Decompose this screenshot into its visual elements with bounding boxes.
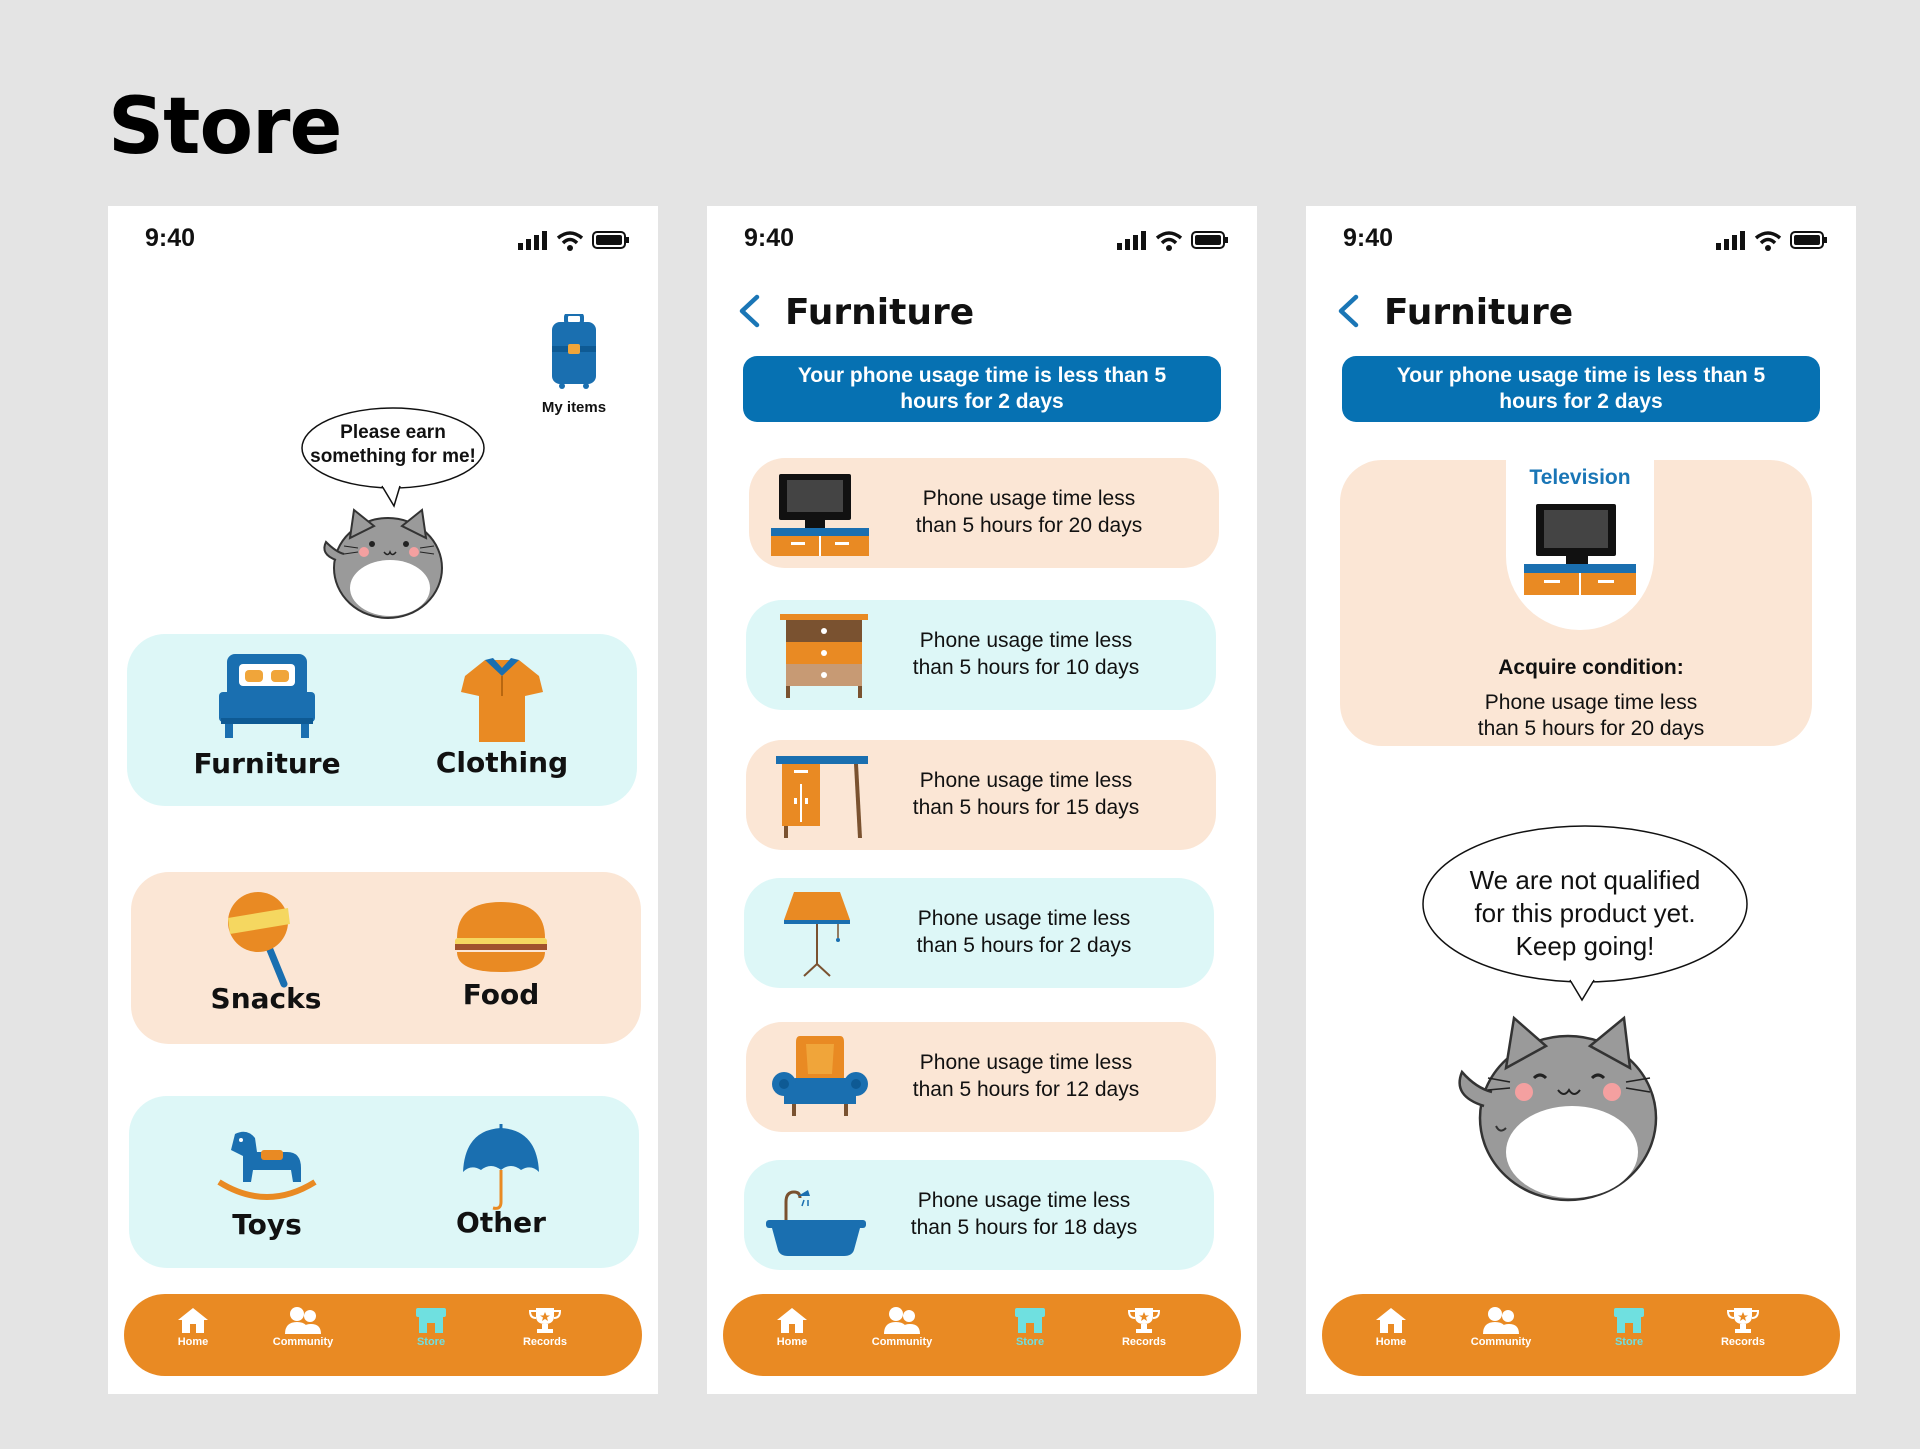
wifi-icon xyxy=(556,230,584,252)
screen-header xyxy=(737,288,1217,338)
cat-mascot xyxy=(314,502,454,622)
usage-banner xyxy=(743,356,1221,422)
back-chevron-icon[interactable] xyxy=(1336,294,1360,328)
nav-label: Community xyxy=(272,1336,334,1348)
item-card[interactable] xyxy=(744,878,1214,988)
home-icon xyxy=(176,1306,210,1334)
burger-icon xyxy=(451,900,551,976)
nav-store[interactable] xyxy=(985,1306,1075,1366)
store-icon xyxy=(1612,1306,1646,1334)
bottom-nav xyxy=(124,1294,642,1376)
screen-header xyxy=(1336,288,1816,338)
item-card[interactable] xyxy=(746,1022,1216,1132)
nav-label: Community xyxy=(1470,1336,1532,1348)
acquire-condition-line: Phone usage time less xyxy=(1484,691,1698,714)
item-condition-line: than 5 hours for 12 days xyxy=(912,1078,1140,1101)
bathtub-icon xyxy=(764,1172,868,1260)
television-icon xyxy=(1522,500,1638,600)
status-icons xyxy=(1716,230,1828,252)
nav-label: Store xyxy=(416,1336,446,1348)
bubble-line: Keep going! xyxy=(1515,931,1655,961)
nav-label: Records xyxy=(522,1336,568,1348)
home-icon xyxy=(1374,1306,1408,1334)
item-card[interactable] xyxy=(746,600,1216,710)
community-icon xyxy=(882,1306,922,1334)
battery-icon xyxy=(1790,230,1828,250)
category-label: Toys xyxy=(232,1208,302,1241)
category-furniture[interactable] xyxy=(167,634,367,806)
nav-label: Store xyxy=(1015,1336,1045,1348)
product-image-tab xyxy=(1506,460,1654,630)
my-items-button[interactable] xyxy=(534,314,614,416)
signal-icon xyxy=(518,230,548,250)
desk-icon xyxy=(766,752,870,840)
product-name: Television xyxy=(1529,466,1631,489)
wifi-icon xyxy=(1754,230,1782,252)
banner-line: hours for 2 days xyxy=(900,390,1064,413)
bottom-nav xyxy=(723,1294,1241,1376)
home-icon xyxy=(775,1306,809,1334)
banner-line: Your phone usage time is less than 5 xyxy=(797,364,1167,387)
nav-label: Home xyxy=(776,1336,808,1348)
nav-records[interactable] xyxy=(1698,1306,1788,1366)
category-other[interactable] xyxy=(401,1096,601,1268)
my-items-label: My items xyxy=(541,399,607,416)
store-icon xyxy=(1013,1306,1047,1334)
banner-line: Your phone usage time is less than 5 xyxy=(1396,364,1766,387)
item-condition-line: than 5 hours for 18 days xyxy=(910,1216,1138,1239)
nav-records[interactable] xyxy=(500,1306,590,1366)
community-icon xyxy=(283,1306,323,1334)
screen-title: Furniture xyxy=(1384,292,1574,333)
bubble-line: Please earn xyxy=(340,422,446,443)
category-clothing[interactable] xyxy=(402,634,602,806)
acquire-condition-line: than 5 hours for 20 days xyxy=(1477,717,1705,740)
status-time: 9:40 xyxy=(1343,224,1394,252)
item-condition-line: Phone usage time less xyxy=(922,487,1136,510)
nav-label: Home xyxy=(177,1336,209,1348)
item-condition-line: than 5 hours for 15 days xyxy=(912,796,1140,819)
status-time: 9:40 xyxy=(145,224,196,252)
category-label: Clothing xyxy=(435,746,569,779)
cat-mascot xyxy=(1444,1006,1674,1206)
armchair-icon xyxy=(766,1034,870,1122)
nav-label: Home xyxy=(1375,1336,1407,1348)
trophy-icon xyxy=(1726,1306,1760,1334)
category-label: Furniture xyxy=(193,747,341,780)
floor-lamp-icon xyxy=(764,890,868,978)
battery-icon xyxy=(592,230,630,250)
status-bar xyxy=(707,206,1257,266)
rocking-horse-icon xyxy=(217,1126,317,1210)
nav-store[interactable] xyxy=(1584,1306,1674,1366)
nav-home[interactable] xyxy=(148,1306,238,1366)
item-condition-line: Phone usage time less xyxy=(919,1051,1133,1074)
item-card[interactable] xyxy=(746,740,1216,850)
item-card[interactable] xyxy=(749,458,1219,568)
speech-bubble xyxy=(1420,822,1750,1002)
item-condition-line: than 5 hours for 20 days xyxy=(915,514,1143,537)
category-panel xyxy=(127,634,637,806)
nav-home[interactable] xyxy=(747,1306,837,1366)
status-icons xyxy=(518,230,630,252)
television-icon xyxy=(769,470,873,558)
item-condition-line: Phone usage time less xyxy=(919,769,1133,792)
product-detail-screen xyxy=(1306,206,1856,1394)
category-label: Food xyxy=(462,978,540,1011)
category-toys[interactable] xyxy=(167,1096,367,1268)
nav-community[interactable] xyxy=(857,1306,947,1366)
nav-label: Records xyxy=(1720,1336,1766,1348)
status-bar xyxy=(1306,206,1856,266)
category-snacks[interactable] xyxy=(166,872,366,1044)
product-detail-card xyxy=(1340,460,1812,746)
suitcase-icon xyxy=(548,314,600,390)
status-bar xyxy=(108,206,658,266)
item-condition-line: Phone usage time less xyxy=(919,629,1133,652)
nav-label: Community xyxy=(871,1336,933,1348)
status-icons xyxy=(1117,230,1229,252)
signal-icon xyxy=(1117,230,1147,250)
item-condition-line: than 5 hours for 2 days xyxy=(916,934,1132,957)
trophy-icon xyxy=(1127,1306,1161,1334)
usage-banner xyxy=(1342,356,1820,422)
nav-home[interactable] xyxy=(1346,1306,1436,1366)
category-food[interactable] xyxy=(401,872,601,1044)
bed-icon xyxy=(217,652,317,742)
store-home-screen xyxy=(108,206,658,1394)
lollipop-icon xyxy=(226,888,306,988)
nav-label: Records xyxy=(1121,1336,1167,1348)
bottom-nav xyxy=(1322,1294,1840,1376)
screen-title: Furniture xyxy=(785,292,975,333)
shirt-icon xyxy=(457,656,547,746)
item-condition-line: Phone usage time less xyxy=(917,1189,1131,1212)
item-condition-line: than 5 hours for 10 days xyxy=(912,656,1140,679)
status-time: 9:40 xyxy=(744,224,795,252)
wifi-icon xyxy=(1155,230,1183,252)
banner-line: hours for 2 days xyxy=(1499,390,1663,413)
store-icon xyxy=(414,1306,448,1334)
category-label: Other xyxy=(456,1206,546,1239)
battery-icon xyxy=(1191,230,1229,250)
category-panel xyxy=(131,872,641,1044)
category-panel xyxy=(129,1096,639,1268)
signal-icon xyxy=(1716,230,1746,250)
bubble-line: We are not qualified xyxy=(1469,865,1701,895)
community-icon xyxy=(1481,1306,1521,1334)
nav-store[interactable] xyxy=(386,1306,476,1366)
nav-records[interactable] xyxy=(1099,1306,1189,1366)
speech-bubble xyxy=(300,406,486,496)
nightstand-icon xyxy=(766,612,870,700)
item-condition-line: Phone usage time less xyxy=(917,907,1131,930)
trophy-icon xyxy=(528,1306,562,1334)
acquire-condition-title: Acquire condition: xyxy=(1498,656,1684,679)
item-card[interactable] xyxy=(744,1160,1214,1270)
furniture-list-screen xyxy=(707,206,1257,1394)
umbrella-icon xyxy=(461,1122,541,1212)
nav-label: Store xyxy=(1614,1336,1644,1348)
nav-community[interactable] xyxy=(258,1306,348,1366)
page-title: Store xyxy=(108,82,342,172)
bubble-line: for this product yet. xyxy=(1474,898,1696,928)
bubble-line: something for me! xyxy=(310,446,476,467)
back-chevron-icon[interactable] xyxy=(737,294,761,328)
nav-community[interactable] xyxy=(1456,1306,1546,1366)
category-label: Snacks xyxy=(210,982,322,1015)
